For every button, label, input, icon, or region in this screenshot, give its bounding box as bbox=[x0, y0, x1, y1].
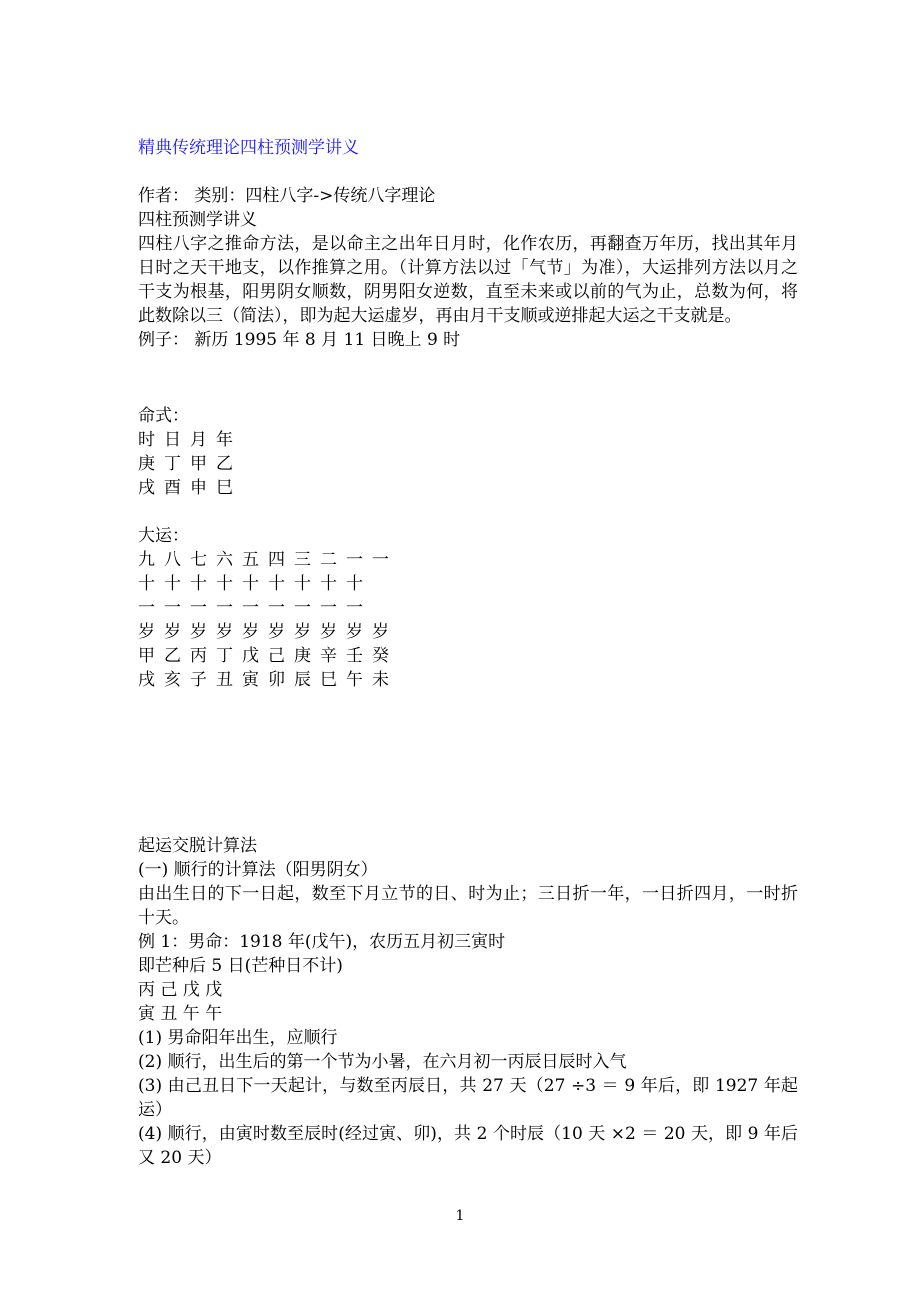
dayun-cell: 辛 bbox=[320, 646, 337, 666]
dayun-cell: 岁 bbox=[320, 622, 337, 642]
example-line: 例子： 新历 1995 年 8 月 11 日晚上 9 时 bbox=[138, 330, 461, 350]
lecture-subtitle: 四柱预测学讲义 bbox=[138, 210, 257, 230]
dayun-cell bbox=[372, 572, 398, 596]
pillars-bottom-row: 寅 丑 午 午 bbox=[138, 1004, 223, 1024]
dayun-cell: 岁 bbox=[190, 622, 207, 642]
dayun-cell: 十 bbox=[346, 574, 363, 594]
step-2: (2) 顺行，出生后的第一个节为小暑，在六月初一丙辰日辰时入气 bbox=[138, 1052, 627, 1072]
mingshi-cell: 申 bbox=[190, 478, 207, 498]
dayun-cell: 一 bbox=[346, 598, 363, 618]
dayun-cell: 十 bbox=[216, 574, 233, 594]
dayun-cell: 岁 bbox=[164, 622, 181, 642]
author-category-line: 作者： 类别：四柱八字->传统八字理论 bbox=[138, 186, 436, 206]
page-number: 1 bbox=[455, 1208, 465, 1224]
example1-note: 即芒种后 5 日(芒种日不计) bbox=[138, 956, 343, 976]
dayun-cell: 岁 bbox=[346, 622, 363, 642]
dayun-cell: 戌 bbox=[138, 670, 155, 690]
mingshi-cell: 年 bbox=[216, 430, 233, 450]
dayun-cell: 亥 bbox=[164, 670, 181, 690]
dayun-cell: 丑 bbox=[216, 670, 233, 690]
mingshi-cell: 甲 bbox=[190, 454, 207, 474]
dayun-cell: 一 bbox=[268, 598, 285, 618]
dayun-section bbox=[138, 524, 798, 692]
dayun-cell: 未 bbox=[372, 670, 389, 690]
dayun-label: 大运： bbox=[138, 526, 189, 546]
dayun-cell: 丁 bbox=[216, 646, 233, 666]
dayun-cell: 一 bbox=[216, 598, 233, 618]
mingshi-cell: 时 bbox=[138, 430, 155, 450]
dayun-cell: 岁 bbox=[294, 622, 311, 642]
mingshi-cell: 庚 bbox=[138, 454, 155, 474]
dayun-cell: 巳 bbox=[320, 670, 337, 690]
dayun-row bbox=[138, 668, 798, 692]
dayun-cell bbox=[372, 596, 398, 620]
dayun-cell: 七 bbox=[190, 550, 207, 570]
dayun-cell: 九 bbox=[138, 550, 155, 570]
dayun-cell: 六 bbox=[216, 550, 233, 570]
dayun-row bbox=[138, 620, 798, 644]
mingshi-row bbox=[138, 476, 798, 500]
dayun-cell: 岁 bbox=[268, 622, 285, 642]
dayun-cell: 十 bbox=[164, 574, 181, 594]
dayun-cell: 五 bbox=[242, 550, 259, 570]
mingshi-cell: 乙 bbox=[216, 454, 233, 474]
mingshi-cell: 戌 bbox=[138, 478, 155, 498]
dayun-cell: 一 bbox=[294, 598, 311, 618]
dayun-cell: 一 bbox=[242, 598, 259, 618]
mingshi-section bbox=[138, 404, 798, 500]
example1-line: 例 1：男命：1918 年(戊午)，农历五月初三寅时 bbox=[138, 932, 506, 952]
dayun-cell: 戊 bbox=[242, 646, 259, 666]
qiyun-section bbox=[138, 834, 798, 1170]
dayun-row bbox=[138, 596, 798, 620]
mingshi-label: 命式： bbox=[138, 406, 189, 426]
step-4: (4) 顺行，由寅时数至辰时(经过寅、卯)，共 2 个时辰（10 天 ×2 ＝ 20 天，即 9 年后又 20 天） bbox=[138, 1124, 798, 1168]
step-1: (1) 男命阳年出生，应顺行 bbox=[138, 1028, 338, 1048]
dayun-cell: 壬 bbox=[346, 646, 363, 666]
dayun-cell: 岁 bbox=[372, 622, 389, 642]
dayun-cell: 十 bbox=[294, 574, 311, 594]
dayun-row bbox=[138, 548, 798, 572]
dayun-cell: 一 bbox=[346, 550, 363, 570]
dayun-cell: 一 bbox=[320, 598, 337, 618]
dayun-cell: 卯 bbox=[268, 670, 285, 690]
dayun-cell: 一 bbox=[164, 598, 181, 618]
qiyun-heading: 起运交脱计算法 bbox=[138, 836, 257, 856]
dayun-cell: 寅 bbox=[242, 670, 259, 690]
dayun-row bbox=[138, 644, 798, 668]
qiyun-subheading: (一) 顺行的计算法（阳男阴女） bbox=[138, 860, 378, 880]
dayun-cell: 十 bbox=[242, 574, 259, 594]
dayun-cell: 岁 bbox=[138, 622, 155, 642]
dayun-cell: 癸 bbox=[372, 646, 389, 666]
dayun-grid bbox=[138, 548, 798, 692]
dayun-cell: 岁 bbox=[216, 622, 233, 642]
dayun-cell: 一 bbox=[138, 598, 155, 618]
dayun-cell: 二 bbox=[320, 550, 337, 570]
document-title: 精典传统理论四柱预测学讲义 bbox=[138, 138, 359, 158]
dayun-cell: 己 bbox=[268, 646, 285, 666]
dayun-cell: 一 bbox=[372, 550, 389, 570]
mingshi-cell: 日 bbox=[164, 430, 181, 450]
mingshi-grid bbox=[138, 428, 798, 500]
pillars-top-row: 丙 己 戊 戊 bbox=[138, 980, 223, 1000]
mingshi-row bbox=[138, 428, 798, 452]
dayun-cell: 岁 bbox=[242, 622, 259, 642]
dayun-cell: 十 bbox=[190, 574, 207, 594]
dayun-row bbox=[138, 572, 798, 596]
dayun-cell: 十 bbox=[268, 574, 285, 594]
intro-section bbox=[138, 184, 798, 352]
mingshi-cell: 巳 bbox=[216, 478, 233, 498]
dayun-cell: 八 bbox=[164, 550, 181, 570]
dayun-cell: 三 bbox=[294, 550, 311, 570]
qiyun-rule: 由出生日的下一日起，数至下月立节的日、时为止；三日折一年，一日折四月，一时折十天。 bbox=[138, 884, 798, 928]
dayun-cell: 辰 bbox=[294, 670, 311, 690]
mingshi-cell: 丁 bbox=[164, 454, 181, 474]
step-3: (3) 由己丑日下一天起计，与数至丙辰日，共 27 天（27 ÷3 ＝ 9 年后，即 1927 年起运） bbox=[138, 1076, 798, 1120]
intro-paragraph: 四柱八字之推命方法，是以命主之出年日月时，化作农历，再翻查万年历，找出其年月日时之天干地支，以作推算之用。（计算方法以过「气节」为准），大运排列方法以月之干支为根基，阳男阴女顺数，阴男阳女逆数，直至未来或以前的气为止，总数为何，将此数除以三（简法），即为起大运虚岁，再由月干支顺或逆排起大运之干支就是。 bbox=[138, 234, 798, 326]
dayun-cell: 午 bbox=[346, 670, 363, 690]
dayun-cell: 四 bbox=[268, 550, 285, 570]
dayun-cell: 甲 bbox=[138, 646, 155, 666]
dayun-cell: 一 bbox=[190, 598, 207, 618]
dayun-cell: 十 bbox=[138, 574, 155, 594]
mingshi-cell: 酉 bbox=[164, 478, 181, 498]
dayun-cell: 十 bbox=[320, 574, 337, 594]
mingshi-row bbox=[138, 452, 798, 476]
dayun-cell: 子 bbox=[190, 670, 207, 690]
mingshi-cell: 月 bbox=[190, 430, 207, 450]
dayun-cell: 乙 bbox=[164, 646, 181, 666]
dayun-cell: 丙 bbox=[190, 646, 207, 666]
dayun-cell: 庚 bbox=[294, 646, 311, 666]
